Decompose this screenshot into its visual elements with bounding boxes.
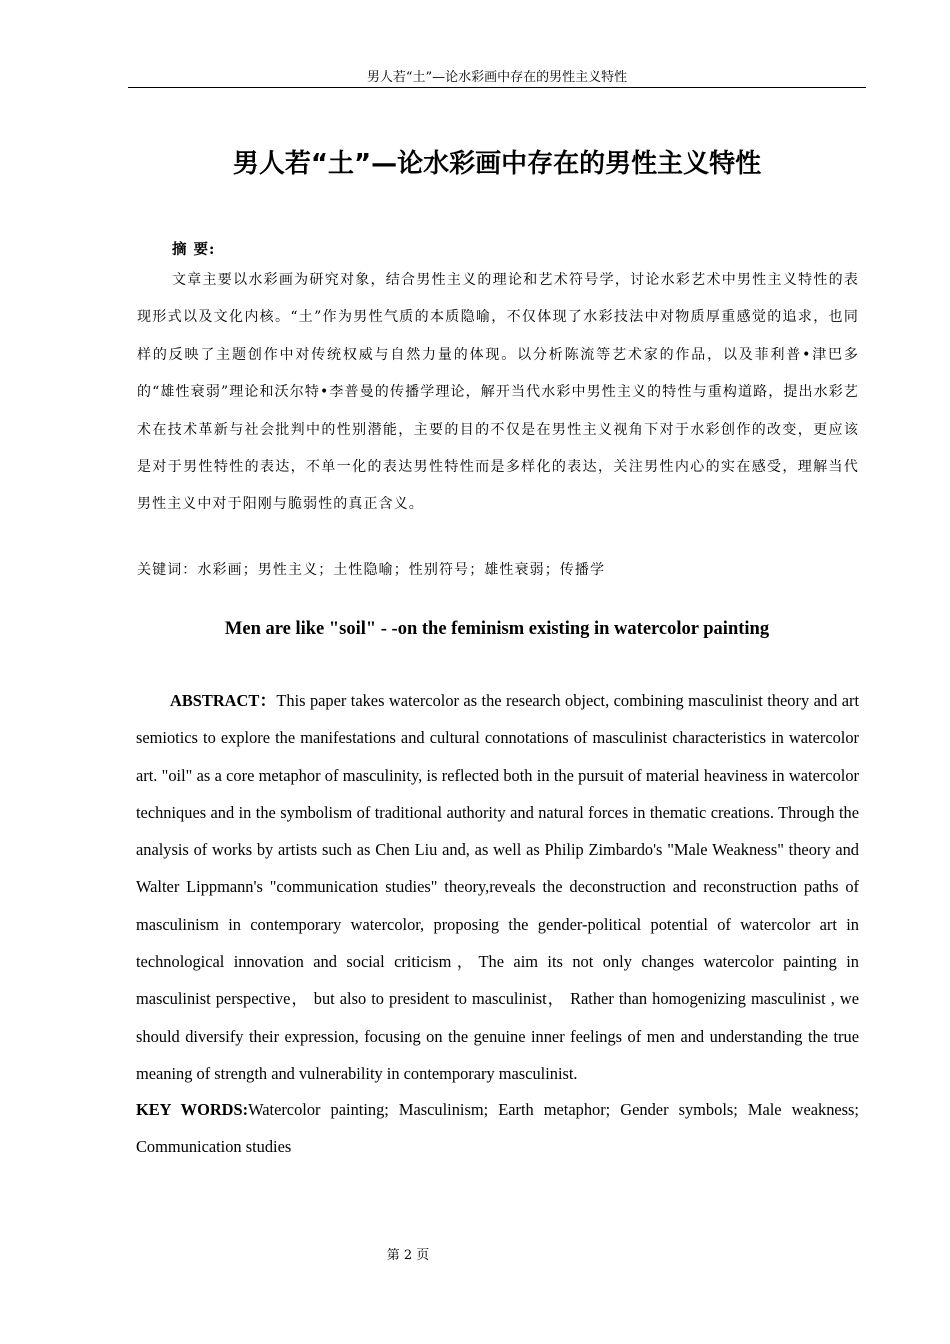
english-keywords <box>136 1091 859 1165</box>
chinese-abstract-text: 文章主要以水彩画为研究对象，结合男性主义的理论和艺术符号学，讨论水彩艺术中男性主义特性的表现形式以及文化内核。“土”作为男性气质的本质隐喻，不仅体现了水彩技法中对物质厚重感觉的追求，也同样的反映了主题创作中对传统权威与自然力量的体现。以分析陈流等艺术家的作品，以及菲利普•津巴多的“雄性衰弱”理论和沃尔特•李普曼的传播学理论，解开当代水彩中男性主义的特性与重构道路，提出水彩艺术在技术革新与社会批判中的性别潜能，主要的目的不仅是在男性主义视角下对于水彩创作的改变，更应该是对于男性特性的表达，不单一化的表达男性特性而是多样化的表达，关注男性内心的实在感受，理解当代男性主义中对于阳刚与脆弱性的真正含义。 <box>137 272 859 513</box>
english-keywords-text: Watercolor painting; Masculinism; Earth metaphor; Gender symbols; Male weakness; Communication studies <box>136 1100 859 1156</box>
english-abstract <box>136 682 859 1092</box>
chinese-title: 男人若“土”—论水彩画中存在的男性主义特性 <box>232 149 762 179</box>
chinese-abstract-label: 摘 要: <box>172 241 216 258</box>
running-header: 男人若“土”—论水彩画中存在的男性主义特性 <box>366 70 628 85</box>
english-abstract-label: ABSTRACT： <box>170 691 277 710</box>
chinese-keywords: 关键词：水彩画；男性主义；土性隐喻；性别符号；雄性衰弱；传播学 <box>137 562 606 578</box>
page-number: 第 2 页 <box>386 1248 430 1263</box>
header-divider <box>128 87 866 88</box>
english-abstract-text: This paper takes watercolor as the research object, combining masculinist theory and art semiotics to explore the manifestations and cultural connotations of masculinist characteristics in watercolor art. "oil" as a core metaphor of masculinity, is reflected both in the pursuit of material heaviness in watercolor techniques and in the symbolism of traditional authority and natural forces in thematic creations. Through the analysis of works by artists such as Chen Liu and, as well as Philip Zimbardo's "Male Weakness" theory and Walter Lippmann's "communication studies" theory,reveals the deconstruction and reconstruction paths of masculinism in contemporary watercolor, proposing the gender-political potential of watercolor art in technological innovation and social criticism，The aim its not only changes watercolor painting in masculinist perspective， but also to president to masculinist， Rather than homogenizing masculinist , we should diversify their expression, focusing on the genuine inner feelings of men and understanding the true meaning of strength and vulnerability in contemporary masculinist. <box>136 691 859 1083</box>
english-keywords-label: KEY WORDS: <box>136 1100 249 1119</box>
english-title: Men are like "soil" - -on the feminism existing in watercolor painting <box>224 619 770 639</box>
